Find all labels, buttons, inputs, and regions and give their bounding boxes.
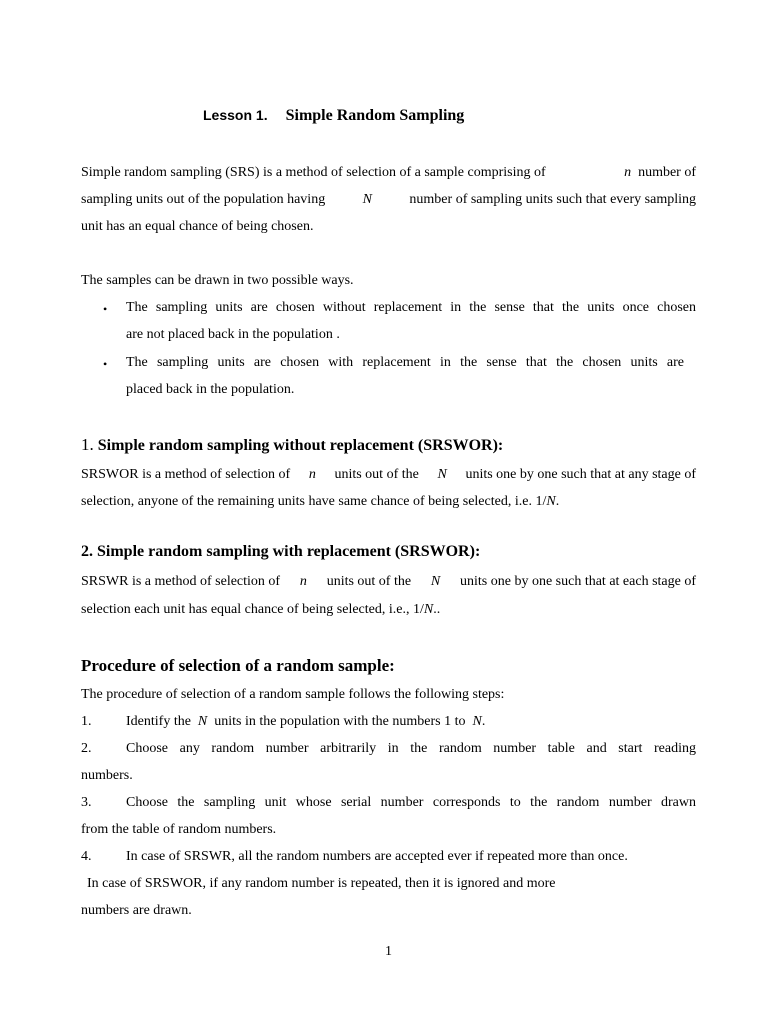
lesson-title: Simple Random Sampling	[285, 107, 465, 124]
ways-lead: The samples can be drawn in two possible ways.	[81, 273, 354, 288]
step-1-text: Identify the N units in the population with the numbers 1 to N.	[126, 714, 486, 729]
section-2-line-2: selection each unit has equal chance of being selected, i.e., 1/N..	[81, 602, 441, 617]
bullet-2: •	[103, 357, 108, 371]
section-1-title: Simple random sampling without replacement (SRSWOR):	[97, 437, 504, 454]
section-2-heading: 2. Simple random sampling with replacement (SRSWOR):	[81, 543, 481, 560]
bullet-2-line-2: placed back in the population.	[126, 382, 295, 397]
section-1-line-2: selection, anyone of the remaining units have same chance of being selected, i.e. 1/N.	[81, 494, 560, 509]
intro-line-3: unit has an equal chance of being chosen.	[81, 219, 314, 234]
step-3-line-2: from the table of random numbers.	[81, 822, 277, 837]
step-4-line-3: numbers are drawn.	[81, 903, 192, 918]
intro-line-1: Simple random sampling (SRS) is a method of selection of a sample comprising of n number of	[81, 165, 696, 180]
step-3-line-1: Choose the sampling unit whose serial number corresponds to the random number drawn	[126, 795, 696, 810]
intro-line-2: sampling units out of the population having N number of sampling units such that every sampling	[81, 192, 696, 207]
section-1-line-1: SRSWOR is a method of selection of n units out of the N units one by one such that at any stage of	[81, 467, 696, 482]
page-number: 1	[385, 944, 392, 959]
lesson-label: Lesson 1.	[203, 107, 268, 123]
section-1-number: 1.	[81, 435, 94, 454]
section-2-line-1: SRSWR is a method of selection of n units out of the N units one by one such that at each stage of	[81, 574, 696, 589]
step-2-line-1: Choose any random number arbitrarily in the random number table and start reading	[126, 741, 696, 756]
step-2-number: 2.	[81, 741, 92, 756]
step-4-number: 4.	[81, 849, 92, 864]
bullet-1-line-2: are not placed back in the population .	[126, 327, 340, 342]
procedure-lead: The procedure of selection of a random sample follows the following steps:	[81, 687, 505, 702]
bullet-2-line-1: The sampling units are chosen with replacement in the sense that the chosen units are	[126, 355, 684, 370]
bullet-1-line-1: The sampling units are chosen without replacement in the sense that the units once chosen	[126, 300, 696, 315]
step-3-number: 3.	[81, 795, 92, 810]
lesson-heading	[203, 107, 464, 125]
bullet-1: •	[103, 302, 108, 316]
step-1-number: 1.	[81, 714, 92, 729]
step-4-line-1: In case of SRSWR, all the random numbers are accepted ever if repeated more than once.	[126, 849, 628, 864]
section-1-heading	[81, 435, 503, 455]
procedure-heading: Procedure of selection of a random sample:	[81, 656, 395, 675]
step-4-line-2: In case of SRSWOR, if any random number is repeated, then it is ignored and more	[87, 876, 556, 891]
step-2-line-2: numbers.	[81, 768, 133, 783]
